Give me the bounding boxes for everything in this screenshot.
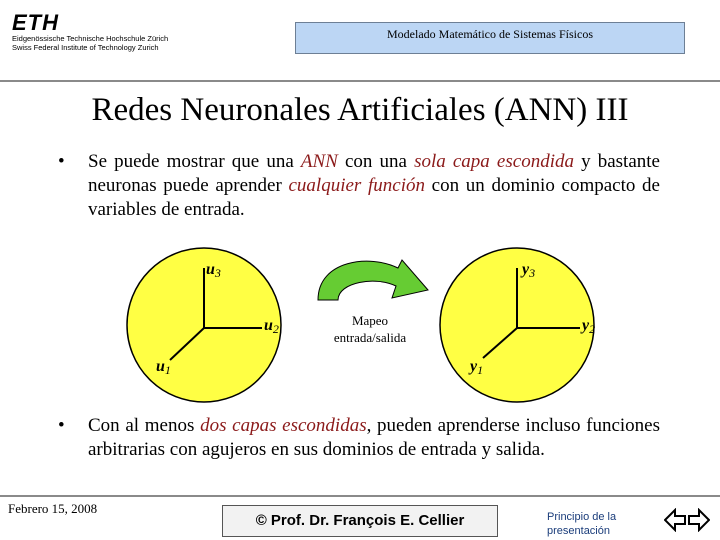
- footer-author: © Prof. Dr. François E. Cellier: [222, 505, 498, 537]
- bullet-1-emphasis-ann: ANN: [300, 151, 338, 172]
- input-axis-2-label: u2: [264, 317, 279, 336]
- left-right-arrows-icon[interactable]: [664, 508, 710, 532]
- bullet-1-emphasis-single-layer: sola capa escondida: [414, 151, 574, 172]
- header-divider: [0, 80, 720, 82]
- mapping-diagram: [0, 230, 720, 415]
- input-axis-3-label: u3: [206, 261, 221, 280]
- eth-logo: [12, 12, 212, 62]
- bullet-2-part-1: Con al menos: [88, 415, 201, 436]
- bullet-1-text: [60, 150, 660, 222]
- mapping-label-line-2: entrada/salida: [333, 330, 407, 345]
- input-axis-1-label: u1: [156, 358, 171, 377]
- output-axis-3-label: y3: [522, 261, 536, 280]
- start-link-line-2: presentación: [547, 525, 610, 537]
- bullet-dot: •: [58, 151, 65, 172]
- start-link-line-1: Principio de la: [547, 511, 617, 523]
- bullet-2-part-3: , pueden aprenderse incluso funciones arbitrarias con agujeros en sus dominios de entrada y salida.: [88, 415, 660, 460]
- bullet-1-part-3: con una: [337, 151, 415, 172]
- bullet-2-emphasis-two-layers: dos capas escondidas: [200, 415, 367, 436]
- mapping-label-line-1: Mapeo: [351, 313, 389, 328]
- mapping-arrow-icon: [318, 260, 428, 300]
- bullet-1-part-5: y bastante neuronas puede aprender: [88, 151, 660, 196]
- start-of-presentation-link[interactable]: [547, 510, 647, 538]
- eth-logo-subtitle-1: Eidgenössische Technische Hochschule Zürich: [12, 34, 169, 43]
- bullet-2-text: [60, 414, 660, 462]
- bullet-dot: •: [58, 415, 65, 436]
- eth-logo-subtitle-2: Swiss Federal Institute of Technology Zurich: [12, 43, 159, 52]
- bullet-1-emphasis-any-function: cualquier función: [288, 175, 425, 196]
- bullet-1-part-7: con un dominio compacto de variables de entrada.: [88, 175, 660, 220]
- course-title-box: Modelado Matemático de Sistemas Físicos: [295, 22, 685, 54]
- output-axis-1-label: y1: [470, 358, 484, 377]
- right-arrow-icon[interactable]: [689, 510, 709, 530]
- footer-date: Febrero 15, 2008: [8, 501, 98, 516]
- footer-divider: [0, 495, 720, 497]
- left-arrow-icon[interactable]: [665, 510, 685, 530]
- output-axis-2-label: y2: [582, 317, 596, 336]
- bullet-2: [60, 414, 660, 462]
- bullet-1-part-1: Se puede mostrar que una: [88, 151, 301, 172]
- slide-title: Redes Neuronales Artificiales (ANN) III: [91, 92, 629, 128]
- bullet-1: [60, 150, 660, 222]
- eth-logo-mark: ETH: [12, 10, 59, 35]
